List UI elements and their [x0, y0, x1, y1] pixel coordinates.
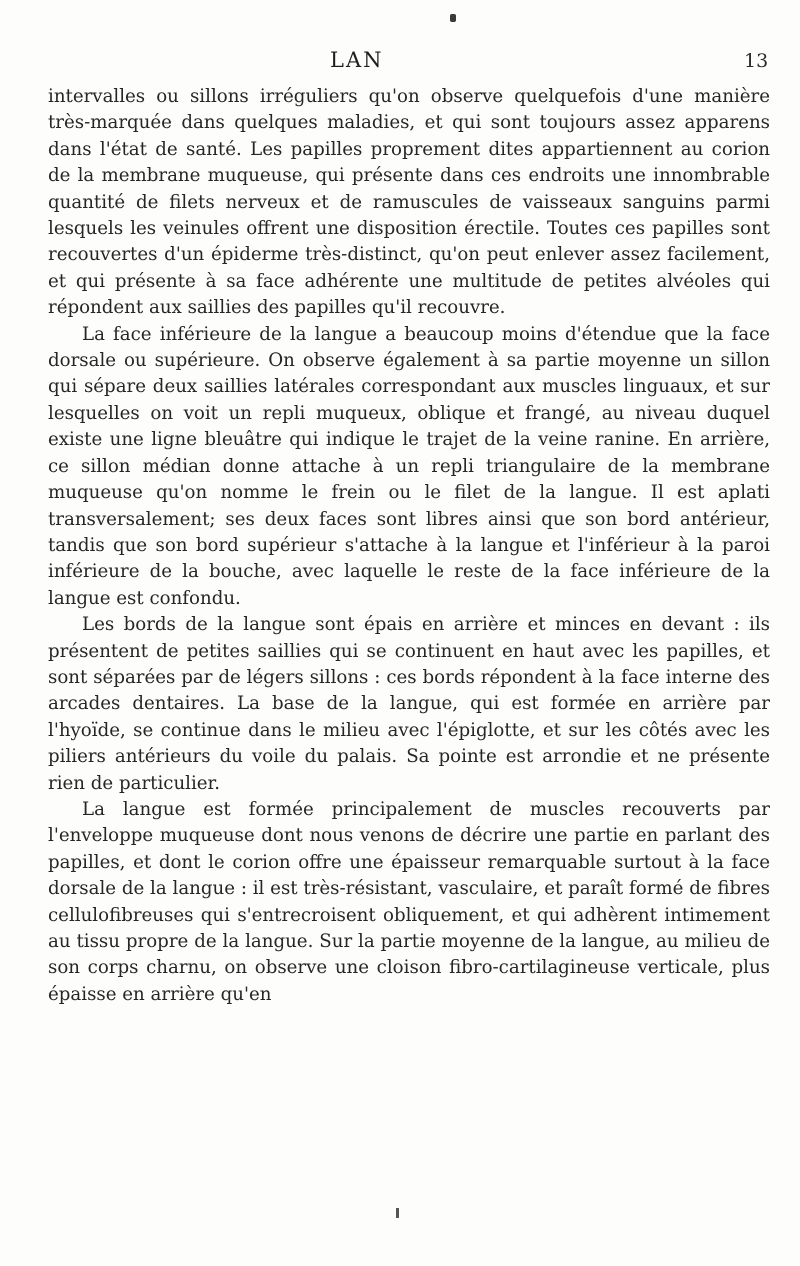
- paragraph-4: La langue est formée principalement de muscles recouverts par l'enveloppe muqueuse dont nous venons de décrire une partie en parlant des papilles, et dont le corion offre une épaisseur remarquable surtout à la face dorsale de la langue : il est très-résistant, vasculaire, et paraît formé de fibres cellulofibreuses qui s'entrecroisent obliquement, et qui adhèrent intimement au tissu propre de la langue. Sur la partie moyenne de la langue, au milieu de son corps charnu, on observe une cloison fibro-cartilagineuse verticale, plus épaisse en arrière qu'en: [48, 798, 770, 1005]
- page-number: 13: [744, 50, 769, 72]
- paragraph-2: La face inférieure de la langue a beaucoup moins d'étendue que la face dorsale ou supérieure. On observe également à sa partie moyenne un sillon qui sépare deux saillies latérales correspondant aux muscles linguaux, et sur lesquelles on voit un repli muqueux, oblique et frangé, au niveau duquel existe une ligne bleuâtre qui indique le trajet de la veine ranine. En arrière, ce sillon médian donne attache à un repli triangulaire de la membrane muqueuse qu'on nomme le frein ou le filet de la langue. Il est aplati transversalement; ses deux faces sont libres ainsi que son bord antérieur, tandis que son bord supérieur s'attache à la langue et l'inférieur à la paroi inférieure de la bouche, avec laquelle le reste de la face inférieure de la langue est confondu.: [48, 323, 770, 609]
- body-text: [48, 84, 770, 1008]
- paragraph-1: intervalles ou sillons irréguliers qu'on observe quelquefois d'une manière très-marquée dans quelques maladies, et qui sont toujours assez apparens dans l'état de santé. Les papilles proprement dites appartiennent au corion de la membrane muqueuse, qui présente dans ces endroits une innombrable quantité de filets nerveux et de ramuscules de vaisseaux sanguins parmi lesquels les veinules offrent une disposition érectile. Toutes ces papilles sont recouvertes d'un épiderme très-distinct, qu'on peut enlever assez facilement, et qui présente à sa face adhérente une multitude de petites alvéoles qui répondent aux saillies des papilles qu'il recouvre.: [48, 86, 770, 319]
- running-head: [0, 48, 800, 78]
- paragraph-3: Les bords de la langue sont épais en arrière et minces en devant : ils présentent de petites saillies qui se continuent en haut avec les papilles, et sont séparées par de légers sillons : ces bords répondent à la face interne des arcades dentaires. La base de la langue, qui est formée en arrière par l'hyoïde, se continue dans le milieu avec l'épiglotte, et sur les côtés avec les piliers antérieurs du voile du palais. Sa pointe est arrondie et ne présente rien de particulier.: [48, 614, 770, 794]
- scan-artifact-bottom: [396, 1208, 399, 1218]
- running-head-title: LAN: [330, 48, 384, 72]
- scan-artifact: [450, 14, 456, 22]
